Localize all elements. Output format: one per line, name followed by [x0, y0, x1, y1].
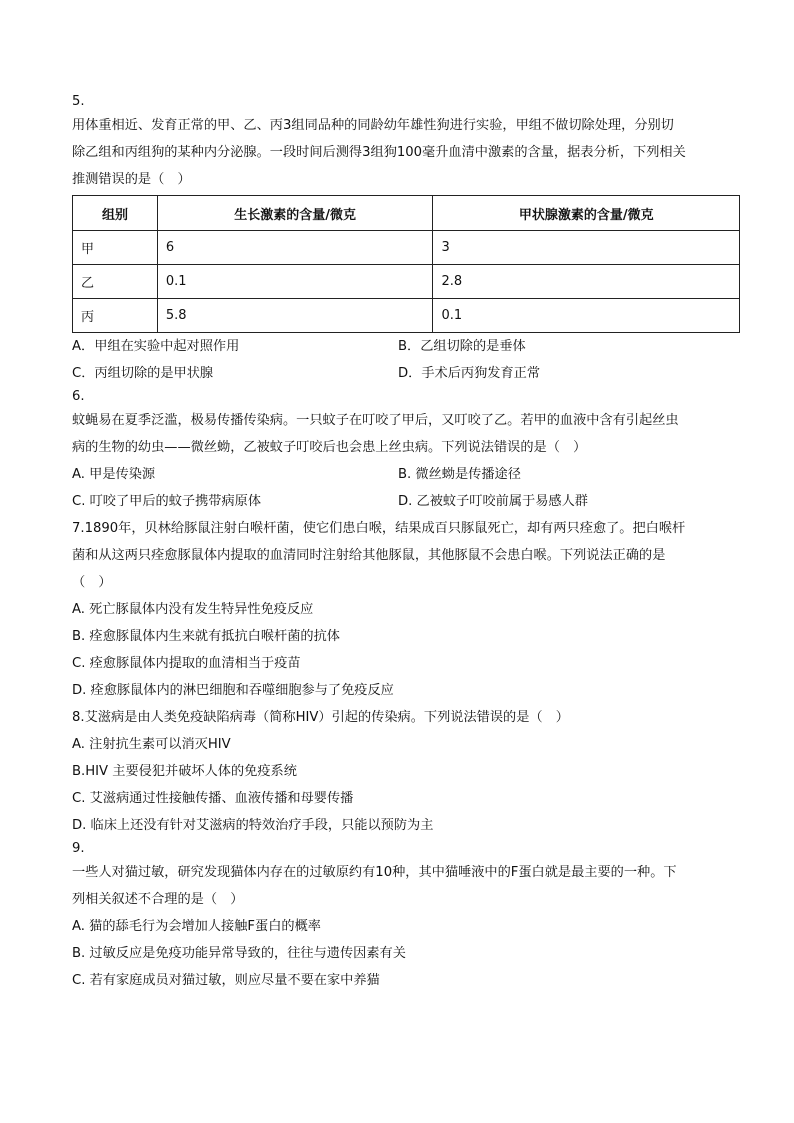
table-header: 组别	[73, 196, 158, 231]
question-number: 9.	[72, 841, 85, 856]
table-header: 生长激素的含量/微克	[157, 196, 433, 231]
question-text-line: 8.艾滋病是由人类免疫缺陷病毒（简称HIV）引起的传染病。下列说法错误的是（ ）	[72, 710, 569, 725]
table-header-row	[73, 196, 740, 231]
question-text-line: 病的生物的幼虫——微丝蚴，乙被蚊子叮咬后也会患上丝虫病。下列说法错误的是（ ）	[72, 440, 587, 455]
option-b[interactable]: B.HIV 主要侵犯并破坏人体的免疫系统	[72, 764, 297, 779]
question-text-line: 列相关叙述不合理的是（ ）	[72, 892, 244, 907]
question-text-line: 蚊蝇易在夏季泛滥，极易传播传染病。一只蚊子在叮咬了甲后，又叮咬了乙。若甲的血液中含有引起丝虫	[72, 413, 679, 428]
question-text-line: 推测错误的是（ ）	[72, 172, 191, 187]
option-a[interactable]: A．甲组在实验中起对照作用	[72, 339, 240, 354]
table-row	[73, 265, 740, 299]
options-row	[72, 488, 740, 515]
question-9	[72, 839, 740, 994]
table-row	[73, 231, 740, 265]
option-d[interactable]: D. 临床上还没有针对艾滋病的特效治疗手段，只能以预防为主	[72, 818, 434, 833]
table-cell: 6	[157, 231, 433, 265]
table-header: 甲状腺激素的含量/微克	[433, 196, 740, 231]
question-text-line: 7.1890年，贝林给豚鼠注射白喉杆菌，使它们患白喉，结果成百只豚鼠死亡，却有两只痊愈了。把白喉杆	[72, 521, 686, 536]
table-cell: 2.8	[433, 265, 740, 299]
options-row	[72, 333, 740, 360]
question-number: 6.	[72, 389, 85, 404]
table-cell: 0.1	[433, 299, 740, 333]
hormone-table	[72, 195, 740, 333]
table-row	[73, 299, 740, 333]
options-row	[72, 360, 740, 387]
table-cell: 5.8	[157, 299, 433, 333]
option-b[interactable]: B. 过敏反应是免疫功能异常导致的，往往与遗传因素有关	[72, 946, 406, 961]
question-number: 5.	[72, 94, 85, 109]
table-cell: 丙	[73, 299, 158, 333]
option-b[interactable]: B. 微丝蚴是传播途径	[398, 467, 521, 482]
question-6	[72, 387, 740, 515]
options-row	[72, 461, 740, 488]
question-text-line: （ ）	[72, 575, 112, 590]
exam-page	[72, 92, 740, 994]
option-a[interactable]: A. 猫的舔毛行为会增加人接触F蛋白的概率	[72, 919, 321, 934]
table-cell: 乙	[73, 265, 158, 299]
table-cell: 3	[433, 231, 740, 265]
table-cell: 0.1	[157, 265, 433, 299]
option-d[interactable]: D. 痊愈豚鼠体内的淋巴细胞和吞噬细胞参与了免疫反应	[72, 683, 394, 698]
option-c[interactable]: C. 叮咬了甲后的蚊子携带病原体	[72, 494, 262, 509]
option-d[interactable]: D．手术后丙狗发育正常	[398, 366, 541, 381]
option-c[interactable]: C. 若有家庭成员对猫过敏，则应尽量不要在家中养猫	[72, 973, 380, 988]
option-a[interactable]: A. 注射抗生素可以消灭HIV	[72, 737, 231, 752]
option-b[interactable]: B．乙组切除的是垂体	[398, 339, 526, 354]
question-text-line: 一些人对猫过敏，研究发现猫体内存在的过敏原约有10种，其中猫唾液中的F蛋白就是最主要的一种。下	[72, 865, 677, 880]
question-text-line: 用体重相近、发育正常的甲、乙、丙3组同品种的同龄幼年雄性狗进行实验，甲组不做切除处理，分别切	[72, 118, 674, 133]
table-cell: 甲	[73, 231, 158, 265]
question-7	[72, 515, 740, 704]
option-d[interactable]: D. 乙被蚊子叮咬前属于易感人群	[398, 494, 588, 509]
question-5	[72, 92, 740, 387]
option-a[interactable]: A. 死亡豚鼠体内没有发生特异性免疫反应	[72, 602, 314, 617]
question-8	[72, 704, 740, 839]
option-a[interactable]: A. 甲是传染源	[72, 467, 156, 482]
option-c[interactable]: C．丙组切除的是甲状腺	[72, 366, 214, 381]
option-c[interactable]: C. 艾滋病通过性接触传播、血液传播和母婴传播	[72, 791, 354, 806]
option-c[interactable]: C. 痊愈豚鼠体内提取的血清相当于疫苗	[72, 656, 301, 671]
question-text-line: 除乙组和丙组狗的某种内分泌腺。一段时间后测得3组狗100毫升血清中激素的含量，据表分析，下列相关	[72, 145, 686, 160]
question-text-line: 菌和从这两只痊愈豚鼠体内提取的血清同时注射给其他豚鼠，其他豚鼠不会患白喉。下列说法正确的是	[72, 548, 666, 563]
option-b[interactable]: B. 痊愈豚鼠体内生来就有抵抗白喉杆菌的抗体	[72, 629, 340, 644]
